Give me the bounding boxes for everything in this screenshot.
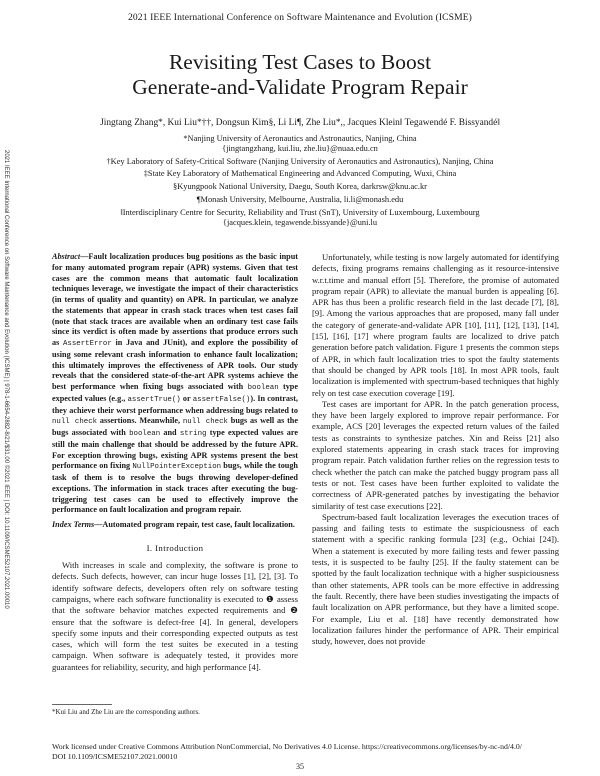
abstract-text: and (160, 428, 180, 437)
title-line-1: Revisiting Test Cases to Boost (168, 50, 432, 74)
title-line-2: Generate-and-Validate Program Repair (132, 75, 468, 99)
abstract-text: bugs as well as the bugs associated with (52, 416, 298, 437)
abstract-text: ). In contrast, they achieve their worst performance when addressing bugs related to (52, 393, 298, 415)
abstract-text: —Fault localization produces bug positions as the basic input for many automated program repair (APR) systems. Given that test cases are the common means that automatic fault localization techniques leverage, we investigate the impact of their characteristics (in terms of quality and quantity) on APR. In particular, we analyze the statements that appear in crash stack traces when test cases fail (note that stack traces are available when an ordinary test case fails since its verdict is often made by assertions that produce errors such as (52, 252, 298, 347)
affiliation-line: ‡State Key Laboratory of Mathematical Engineering and Advanced Computing, Wuxi, China (143, 169, 457, 178)
right-column (312, 252, 559, 647)
license-notice (52, 742, 562, 761)
side-doi-strip (1, 150, 9, 690)
doi-line: DOI 10.1109/ICSME52107.2021.00010 (52, 751, 178, 761)
conference-header: 2021 IEEE International Conference on Software Maintenance and Evolution (ICSME) (128, 12, 472, 23)
body-paragraph: Unfortunately, while testing is now largely automated for identifying defects, fixing programs remains challenging as it resource-intensive w.r.t.time and manual effort [5]. Therefore, the promise of automated program repair (APR) to alleviate the manual burden is appealing [6]. APR has thus been a prolific research field in the last decade [7], [8], [9]. Among the various approaches that are proposed, many fall under the category of generate-and-validate APR [10], [11], [12], [13], [14], [15], [16], [17] where program faults are localized to drive patch generation before patch validation. Figure 1 presents the common steps of APR, in which fault localization tries to spot the faulty statements that should be changed by APR tools [18]. In most APR tools, fault localization is implemented with spectrum-based techniques that highly rely on test case execution coverage [19]. (312, 252, 559, 398)
code-term: AssertError (62, 340, 112, 348)
license-line: Work licensed under Creative Commons Attribution NonCommercial, No Derivatives 4.0 License. https://creativecommons.org/licenses/by-nc-nd/4.0/ (52, 742, 522, 751)
code-term: assertFalse() (192, 395, 251, 404)
abstract-text: assertions. Meanwhile, (97, 416, 183, 426)
footnote: *Kui Liu and Zhe Liu are the corresponding authors. (52, 708, 200, 716)
code-term: boolean (247, 384, 279, 392)
affiliation-line: ¶Monash University, Melbourne, Australia, li.li@monash.edu (196, 195, 404, 204)
paper-title (0, 50, 600, 100)
abstract-text: bugs, while the tough task of them is to resolve the bugs throwing developer-defined exceptions. The information in stack traces after executing the bug-triggering test cases can be used to effectively improve the performance on fault localization and program repair. (52, 461, 298, 515)
abstract (52, 252, 298, 516)
section-heading: I. Introduction (146, 542, 204, 553)
abstract-text: type expected values are still the main challenge that should be addressed by the future APR. For exception throwing bugs, existing APR systems present the best performance on fixing (52, 428, 298, 471)
author-list: Jingtang Zhang*, Kui Liu*††, Dongsun Kim§, Li Li¶, Zhe Liu*,, Jacques Klein‖ Tegawendé F. Bissyandé‖ (100, 118, 500, 128)
index-terms-text: —Automated program repair, test case, fault localization. (94, 520, 295, 529)
affiliation-line: §Kyungpook National University, Daegu, South Korea, darkrsw@knu.ac.kr (173, 182, 427, 191)
abstract-text: type expected values (e.g., (52, 382, 298, 403)
body-paragraph: Spectrum-based fault localization leverages the execution traces of passing and failing tests to estimate the suspiciousness of each statement with a specific ranking formula [23] (e.g., Ochiai [24]). When a statement is executed by more failing tests and fewer passing tests, it is suspected to be faulty [25]. If the faulty statement can be spotted by the fault localization technique with a higher suspiciousness than other statements, APR tools can be more effective in addressing the fault. Recently, there have been studies investigating the impacts of fault localization on APR performance, but they have a limited scope. For example, Liu et al. [18] have recently demonstrated how localization failures hinder the performance of APR. Their empirical study, however, does not provide (312, 511, 559, 647)
index-terms (52, 520, 298, 531)
code-term: string (179, 430, 207, 438)
code-term: null check (182, 418, 228, 427)
affiliation-line: {jacques.klein, tegawende.bissyande}@uni.lu (222, 218, 378, 227)
code-term: boolean (129, 430, 161, 438)
body-paragraph: Test cases are important for APR. In the patch generation process, they have been largely explored to improve repair performance. For example, ACS [20] leverages the expected return values of the failed tests as constraints to synthesize patches. Xin and Reiss [21] also explored statements appearing in crash stack traces for improving program repair. Patch validation further relies on the regression tests to check whether the patch can make the patched buggy program pass all tests or not. Test cases have been further exploited to validate the correctness of APR-generated patches by investigating the behavior similarity of test case executions [22]. (312, 398, 559, 511)
code-term: null check (52, 418, 98, 427)
footnote-divider (52, 704, 112, 705)
affiliation-line: †Key Laboratory of Safety-Critical Software (Nanjing University of Aeronautics and Astronautics), Nanjing, China (106, 157, 494, 166)
left-column (52, 252, 298, 673)
affiliation-line: *Nanjing University of Aeronautics and Astronautics, Nanjing, China (183, 134, 417, 143)
index-terms-lead: Index Terms (52, 520, 95, 529)
abstract-text: or (180, 393, 193, 403)
abstract-text: in Java and JUnit), and explore the possibility of using some relevant crash information to enhance fault localization; this ultimately improves the effectiveness of APR tools. Our study reveals that the considered state-of-the-art APR systems achieve the best performance when fixing bugs associated with (52, 338, 299, 391)
page-number: 35 (296, 762, 304, 771)
abstract-lead: Abstract (52, 252, 81, 261)
affiliation-line: {jingtangzhang, kui.liu, zhe.liu}@nuaa.edu.cn (222, 144, 378, 153)
code-term: assertTrue() (127, 395, 181, 404)
side-doi-text: 2021 IEEE International Conference on Software Maintenance and Evolution (ICSME) | 978-1-6654-2882-8/21/$31.00 ©2021 IEEE | DOI: 10.1109/ICSME52107.2021.00010 (3, 150, 9, 609)
affiliation-line: ‖Interdisciplinary Centre for Security, Reliability and Trust (SnT), University of Luxembourg, Luxembourg (120, 208, 480, 217)
intro-paragraph: With increases in scale and complexity, the software is prone to defects. Such defects, however, can incur huge losses [1], [2], [3]. To identify software defects, developers often rely on software testing campaigns, where each software functionality is executed to ❶ assess that the software behavior matches expected requirements and ❷ ensure that the software is defect-free [4]. In general, developers specify some inputs and their corresponding expected outputs as test cases, which will form the test suites be executed in a testing campaign. When software is adequately tested, it provides more guarantees for reliability, security, and high performance [4]. (52, 560, 298, 672)
code-term: NullPointerException (132, 463, 222, 472)
